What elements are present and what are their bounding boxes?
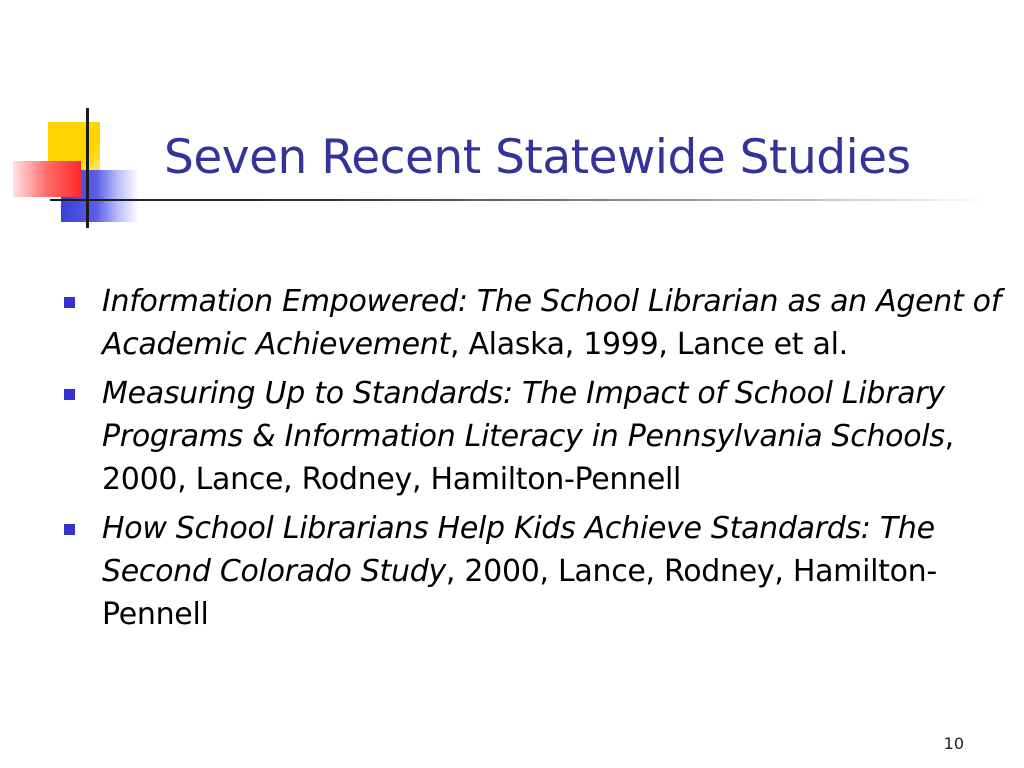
study-details: , 2000, Lance, Rodney, Hamilton-Pennell <box>102 419 954 497</box>
decorative-logo <box>0 0 160 240</box>
bullet-item-1 <box>62 280 1002 366</box>
bullet-list <box>62 280 1002 642</box>
square-bullet-icon <box>64 389 75 400</box>
study-details: , Alaska, 1999, Lance et al. <box>449 327 848 362</box>
study-details: , 2000, Lance, Rodney, Hamilton-Pennell <box>102 554 937 632</box>
study-title: Measuring Up to Standards: The Impact of School Library Programs & Information Literacy in Pennsylvania Schools <box>102 376 945 454</box>
red-square <box>13 161 81 197</box>
square-bullet-icon <box>64 524 75 535</box>
title-underline <box>50 199 990 201</box>
page-number: 10 <box>943 734 964 753</box>
study-title: Information Empowered: The School Librarian as an Agent of Academic Achievement <box>102 284 1001 362</box>
study-title: How School Librarians Help Kids Achieve Standards: The Second Colorado Study <box>102 511 935 589</box>
bullet-item-2 <box>62 372 1002 501</box>
vertical-rule <box>86 108 89 228</box>
slide-title: Seven Recent Statewide Studies <box>164 130 911 185</box>
bullet-item-3 <box>62 507 1002 636</box>
square-bullet-icon <box>64 297 75 308</box>
